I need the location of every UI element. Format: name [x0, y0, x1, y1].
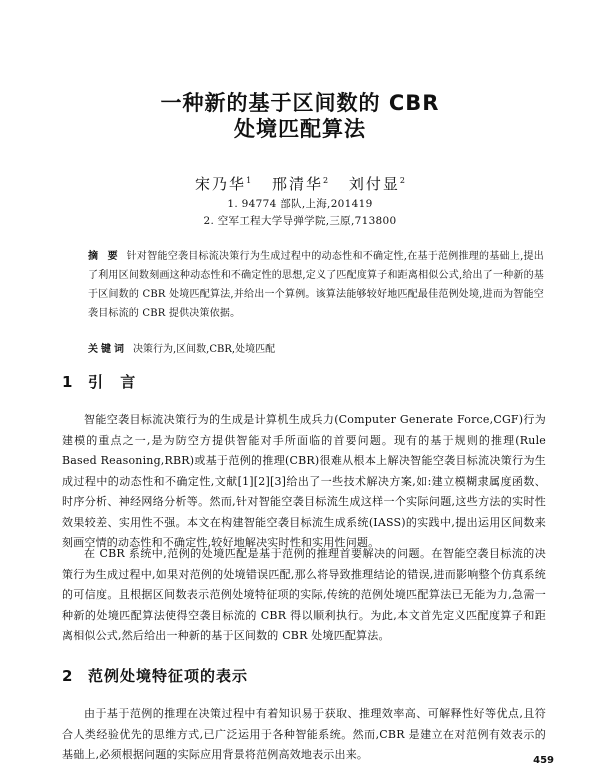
section-title: 范例处境特征项的表示 [88, 667, 249, 685]
author-name: 刘付显 [348, 175, 400, 193]
abstract [88, 247, 544, 323]
paper-title-line2: 处境匹配算法 [234, 117, 366, 141]
author-affil-mark: 1 [246, 176, 252, 185]
affiliation-1: 1. 94774 部队,上海,201419 [227, 198, 373, 210]
author-affil-mark: 2 [399, 176, 405, 185]
paper-title-line1: 一种新的基于区间数的 CBR [160, 91, 440, 115]
author-affil-mark: 2 [322, 176, 329, 185]
section-heading [62, 372, 141, 392]
keywords-text: 决策行为,区间数,CBR,处境匹配 [133, 344, 276, 355]
author-name: 宋乃华 [195, 175, 247, 193]
body-paragraph: 由于基于范例的推理在决策过程中有着知识易于获取、推理效率高、可解释性好等优点,且符合人类经验优先的思维方式,已广泛运用于各种智能系统。然而,CBR 是建立在对范例有效表示的基础上,必须根据问题的实际应用背景将范例高效地表示出来。 [62, 707, 546, 761]
abstract-label: 摘 要 [88, 251, 121, 262]
keywords [88, 342, 544, 358]
section-number: 2 [62, 667, 73, 685]
section-number: 1 [62, 373, 73, 391]
section-title: 引 言 [88, 373, 142, 391]
body-paragraph: 在 CBR 系统中,范例的处境匹配是基于范例的推理首要解决的问题。在智能空袭目标流的决策行为生成过程中,如果对范例的处境错误匹配,那么将导致推理结论的错误,进而影响整个仿真系统的可信度。且根据区间数表示范例处境特征项的实际,传统的范例处境匹配算法已无能为力,急需一种新的处境匹配算法使得空袭目标流的 CBR 得以顺利执行。为此,本文首先定义匹配度算子和距离相似公式,然后给出一种新的基于区间数的 CBR 处境匹配算法。 [62, 547, 546, 642]
keywords-label: 关键词 [88, 344, 127, 355]
author-name: 邢清华 [271, 175, 323, 193]
section-heading [62, 666, 248, 686]
page-number: 459 [533, 755, 554, 766]
body-paragraph: 智能空袭目标流决策行为的生成是计算机生成兵力(Computer Generate Force,CGF)行为建模的重点之一,是为防空方提供智能对手所面临的首要问题。现有的基于规则的推理(Rule Based Reasoning,RBR)或基于范例的推理(CBR)很难从根本上解决智能空袭目标流决策行为生成过程中的动态性和不确定性,文献[1][2][3]给出了一些技术解决方案,如:建立模糊隶属度函数、时序分析、神经网络分析等。然而,针对智能空袭目标流生成这样一个实际问题,这些方法的实时性效果较差、实用性不强。本文在构建智能空袭目标流生成系统(IASS)的实践中,提出运用区间数来刻画空情的动态性和不确定性,较好地解决实时性和实用性问题。 [62, 413, 546, 549]
abstract-text: 针对智能空袭目标流决策行为生成过程中的动态性和不确定性,在基于范例推理的基础上,提出了利用区间数刻画这种动态性和不确定性的思想,定义了匹配度算子和距离相似公式,给出了一种新的基于区间数的 CBR 处境匹配算法,并给出一个算例。该算法能够较好地匹配最佳范例处境,进而为智能空袭目标流的 CBR 提供决策依据。 [88, 251, 544, 319]
affiliation-2: 2. 空军工程大学导弹学院,三原,713800 [203, 215, 397, 227]
author-list [0, 173, 600, 194]
